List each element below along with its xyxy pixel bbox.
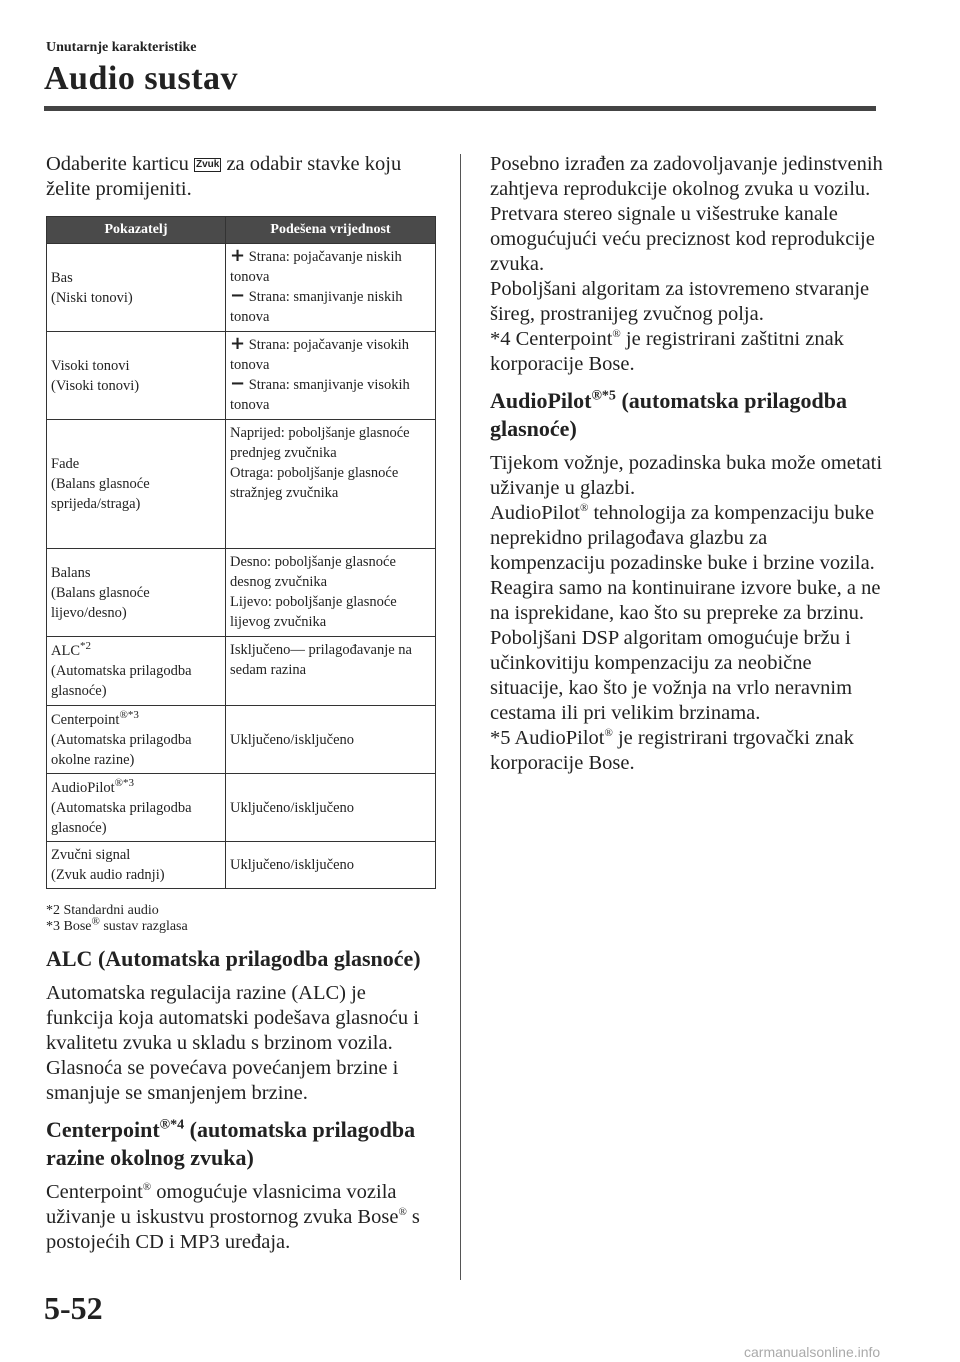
heading-text-end: (automatska prilagodba razine okolnog zvuka) — [46, 1117, 416, 1170]
row-desc: (Balans glasnoće lijevo/desno) — [51, 584, 150, 621]
ap-text: AudioPilot — [490, 502, 580, 524]
row-desc: (Niski tonovi) — [51, 289, 133, 306]
plus-text: Strana: pojačavanje visokih tonova — [230, 337, 409, 373]
left-column — [46, 152, 438, 1255]
ap-paragraph-3: Reagira samo na kontinuirane izvore buke, a ne na isprekidane, kao što su prepreke za brzinu. — [490, 577, 881, 624]
body-text: Centerpoint — [46, 1181, 143, 1203]
intro-paragraph — [46, 152, 438, 202]
registered-mark: ®*5 — [591, 388, 616, 404]
row-name: Centerpoint — [51, 711, 120, 728]
heading-text-end: (automatska prilagodba glasnoće) — [490, 388, 847, 441]
right-column — [490, 152, 884, 776]
centerpoint-body — [46, 1180, 438, 1255]
row-value — [226, 549, 436, 637]
ap-text-end: tehnologija za kompenzaciju buke neprekidno prilagođava glazbu za kompenzaciju pozadinske buke i brzine vozila. — [490, 502, 875, 574]
minus-icon: − — [230, 373, 246, 394]
row-label — [47, 706, 226, 774]
value-line: Lijevo: poboljšanje glasnoće lijevog zvučnika — [230, 594, 397, 630]
table-row — [47, 549, 436, 637]
footnote-3 — [46, 915, 438, 935]
row-label — [47, 637, 226, 706]
registered-mark: ® — [580, 502, 589, 515]
audiopilot-heading — [490, 387, 884, 443]
header-pokazatelj: Pokazatelj — [47, 217, 226, 244]
registered-mark: ® — [398, 1206, 407, 1219]
trademark-note-4 — [490, 327, 884, 377]
footnote-2: *2 Standardni audio — [46, 903, 159, 918]
tm-text: *5 AudioPilot — [490, 727, 605, 749]
footnote-3-text-end: sustav razglasa — [99, 919, 188, 934]
table-row — [47, 637, 436, 706]
plus-icon: + — [230, 333, 246, 354]
settings-table — [46, 216, 436, 889]
ap-paragraph-2 — [490, 501, 884, 576]
page-number: 5-52 — [44, 1290, 103, 1326]
row-desc: (Visoki tonovi) — [51, 377, 140, 394]
column-divider — [460, 154, 461, 1280]
tm-text-end: je registrirani trgovački znak korporacije Bose. — [490, 727, 854, 774]
row-mark: ®*3 — [114, 776, 135, 789]
tm-text: *4 Centerpoint — [490, 328, 613, 350]
row-label — [47, 774, 226, 842]
row-desc: (Zvuk audio radnji) — [51, 867, 165, 883]
table-row — [47, 706, 436, 774]
centerpoint-heading — [46, 1116, 438, 1172]
zvuk-tab-icon: Zvuk — [195, 159, 220, 170]
section-label: Unutarnje karakteristike — [46, 40, 197, 55]
minus-icon: − — [230, 285, 246, 306]
table-row — [47, 774, 436, 842]
header-podesena-vrijednost: Podešena vrijednost — [226, 217, 436, 244]
intro-text-after: za odabir stavke koju želite promijeniti. — [46, 153, 402, 200]
table-header-row — [47, 217, 436, 244]
body-text: omogućuje vlasnicima vozila uživanje u iskustvu prostornog zvuka Bose — [46, 1181, 399, 1228]
row-name: Fade — [51, 456, 80, 472]
cp-paragraph-1: Posebno izrađen za zadovoljavanje jedinstvenih zahtjeva reprodukcije okolnog zvuka u vozilu. — [490, 153, 883, 200]
row-name: Bas — [51, 269, 73, 286]
value-line: Naprijed: poboljšanje glasnoće prednjeg zvučnika — [230, 425, 410, 461]
row-mark: ®*3 — [119, 708, 139, 721]
row-desc: (Balans glasnoće sprijeda/straga) — [51, 476, 150, 512]
value-line: Otraga: poboljšanje glasnoće stražnjeg zvučnika — [230, 465, 399, 501]
row-label — [47, 842, 226, 889]
table-row — [47, 842, 436, 889]
plus-line — [230, 335, 431, 375]
plus-line — [230, 247, 431, 287]
cp-paragraph-2: Pretvara stereo signale u višestruke kanale omogućujući veću preciznost kod reprodukcije zvuka. — [490, 203, 875, 275]
cp-paragraph-3: Poboljšani algoritam za istovremeno stvaranje šireg, prostranijeg zvučnog polja. — [490, 278, 870, 325]
row-label — [47, 549, 226, 637]
row-value — [226, 420, 436, 549]
heading-text: Centerpoint — [46, 1117, 160, 1142]
minus-text: Strana: smanjivanje niskih tonova — [230, 289, 403, 325]
title-rule — [44, 106, 876, 111]
row-label — [47, 244, 226, 332]
row-value — [226, 244, 436, 332]
row-label — [47, 332, 226, 420]
trademark-note-5 — [490, 726, 884, 776]
minus-line — [230, 375, 431, 415]
row-name: Zvučni signal — [51, 847, 131, 863]
footnotes — [46, 903, 438, 935]
page-title: Audio sustav — [44, 60, 239, 97]
tm-text-end: je registrirani zaštitni znak korporacije Bose. — [490, 328, 844, 375]
table-row — [47, 420, 436, 549]
intro-text-before: Odaberite karticu — [46, 153, 194, 175]
body-text: s postojećih CD i MP3 uređaja. — [46, 1206, 420, 1253]
registered-mark: ® — [142, 1181, 152, 1194]
registered-mark: ® — [612, 328, 621, 341]
footnote-3-text: *3 Bose — [46, 919, 92, 934]
row-label — [47, 420, 226, 549]
row-mark: *2 — [80, 640, 91, 653]
row-value: Uključeno/isključeno — [226, 706, 436, 774]
row-desc: (Automatska prilagodba okolne razine) — [51, 731, 192, 768]
table-row — [47, 332, 436, 420]
alc-body: Automatska regulacija razine (ALC) je funkcija koja automatski podešava glasnoću i kvalitetu zvuka u skladu s brzinom vozila. Glasnoća se povećava povećanjem brzine i smanjuje se smanjenjem brzine. — [46, 982, 419, 1104]
registered-mark: ® — [91, 915, 100, 928]
registered-mark: ® — [604, 727, 613, 740]
plus-text: Strana: pojačavanje niskih tonova — [230, 249, 402, 285]
row-value: Uključeno/isključeno — [226, 842, 436, 889]
row-value — [226, 332, 436, 420]
table-row — [47, 244, 436, 332]
value-line: Desno: poboljšanje glasnoće desnog zvučnika — [230, 554, 396, 590]
row-name: Balans — [51, 564, 91, 581]
plus-icon: + — [230, 245, 246, 266]
registered-mark: ®*4 — [159, 1117, 185, 1133]
ap-paragraph-1: Tijekom vožnje, pozadinska buka može ometati uživanje u glazbi. — [490, 452, 883, 499]
watermark: carmanualsonline.info — [744, 1344, 881, 1360]
row-desc: (Automatska prilagodba glasnoće) — [51, 663, 192, 699]
heading-text: AudioPilot — [490, 388, 592, 413]
minus-text: Strana: smanjivanje visokih tonova — [230, 377, 410, 413]
minus-line — [230, 287, 431, 327]
row-name: Visoki tonovi — [51, 357, 130, 374]
row-desc: (Automatska prilagodba glasnoće) — [51, 799, 192, 836]
row-value: Isključeno— prilagođavanje na sedam razina — [226, 637, 436, 706]
row-name: ALC — [51, 643, 80, 659]
row-value: Uključeno/isključeno — [226, 774, 436, 842]
row-name: AudioPilot — [51, 779, 115, 796]
ap-paragraph-4: Poboljšani DSP algoritam omogućuje bržu i učinkovitiju kompenzaciju za neobične situacije, kao što je vožnja na vrlo neravnim cestama ili pri velikim brzinama. — [490, 627, 853, 724]
alc-heading: ALC (Automatska prilagodba glasnoće) — [46, 946, 421, 971]
